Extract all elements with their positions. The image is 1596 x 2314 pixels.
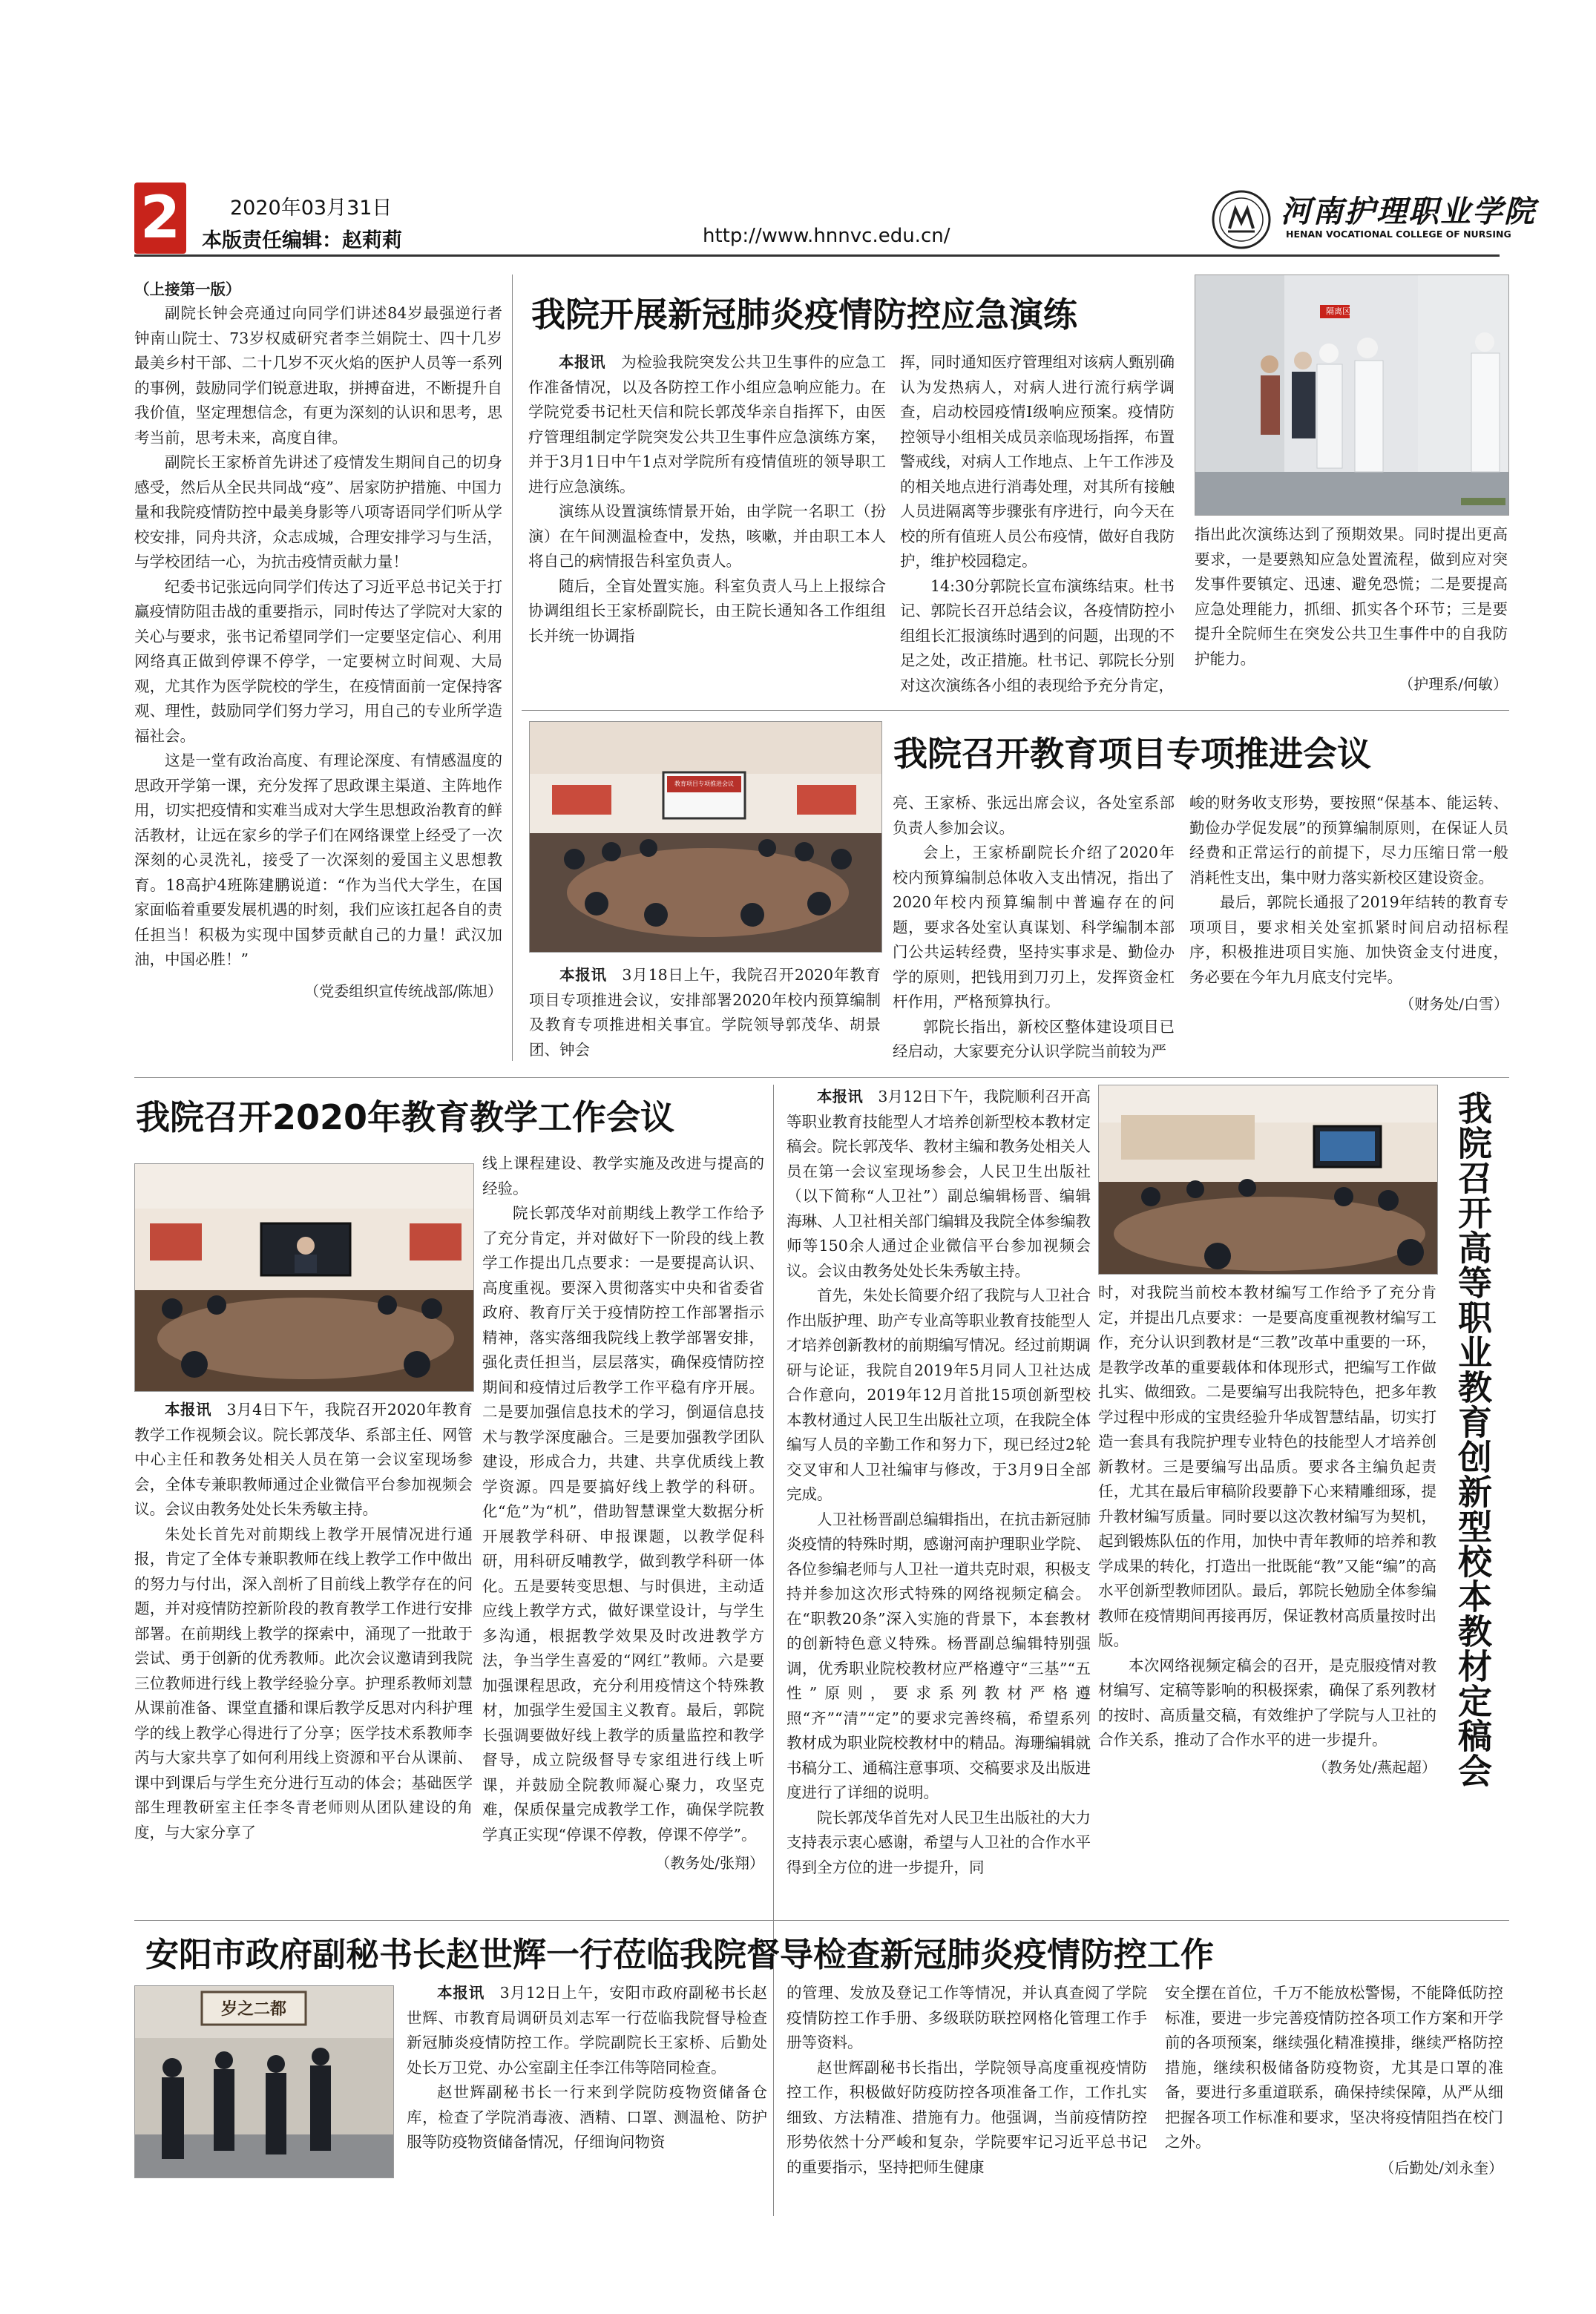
masthead-rule bbox=[134, 254, 1500, 257]
plaque-text: 岁之二都 bbox=[220, 1999, 286, 2019]
article-4-photo bbox=[1098, 1085, 1438, 1275]
lead-tag: 本报讯 bbox=[559, 966, 607, 984]
section-rule bbox=[134, 1920, 1509, 1921]
article-2-photo bbox=[529, 721, 882, 953]
byline: （党委组织宣传统战部/陈旭） bbox=[304, 982, 502, 1000]
website-url[interactable]: http://www.hnnvc.edu.cn/ bbox=[703, 225, 950, 247]
article-2-col1 bbox=[529, 963, 881, 1067]
article-5-col3 bbox=[1165, 1981, 1503, 2207]
byline: （护理系/何敏） bbox=[1399, 675, 1508, 693]
article-1-headline: 我院开展新冠肺炎疫情防控应急演练 bbox=[531, 295, 1077, 335]
column-divider bbox=[773, 1085, 774, 2216]
article-5-photo bbox=[134, 1985, 394, 2178]
paragraph: 挥，同时通知医疗管理组对该病人甄别确认为发热病人，对病人进行流行病学调查，启动校园疫情Ⅰ级响应预案。疫情防控领导小组相关成员亲临现场指挥，布置警戒线，对病人工作地点、上午工作涉及的相关地点进行消毒处理，对其所有接触人员进隔离等步骤张有序进行，向今天在校的所有值班人员公布疫情，做好自我防护，维护校园稳定。 bbox=[900, 353, 1175, 570]
article-1-col3 bbox=[1195, 522, 1508, 700]
paragraph: 首先，朱处长简要介绍了我院与人卫社合作出版护理、助产专业高等职业教育技能型人才培养创新教材的前期编写情况。经过前期调研与论证，我院自2019年5月同人卫社达成合作意向，2019年12月首批15项创新型校本教材通过人民卫生出版社立项，在我院全体编写人员的辛勤工作和努力下，现已经过2轮交叉审和人卫社编审与修改，于3月9日全部完成。 bbox=[786, 1286, 1091, 1503]
paragraph: 本次网络视频定稿会的召开，是克服疫情对教材编写、定稿等影响的积极探索，确保了系列教材的按时、高质量交稿，有效维护了学院与人卫社的合作关系，推动了合作水平的进一步提升。 bbox=[1098, 1656, 1436, 1749]
article-2-col2 bbox=[893, 791, 1175, 1067]
article-5-col2 bbox=[786, 1981, 1147, 2203]
editor-line: 本版责任编辑：赵莉莉 bbox=[202, 229, 402, 252]
page-number: 2 bbox=[139, 185, 181, 252]
paragraph: 本报讯 3月18日上午，我院召开2020年教育项目专项推进会议，安排部署2020年校内预算编制及教育专项推进相关事宜。学院领导郭茂华、胡景团、钟会 bbox=[529, 966, 881, 1059]
meeting-screen-text: 教育项目专项推进会议 bbox=[674, 780, 734, 787]
continued-label: （上接第一版） bbox=[134, 280, 241, 298]
paragraph: 最后，郭院长通报了2019年结转的教育专项项目，要求相关处室抓紧时间启动招标程序，积极推进项目实施、加快资金支付进度，务必要在今年九月底支付完毕。 bbox=[1189, 893, 1508, 986]
lead-tag: 本报讯 bbox=[165, 1401, 212, 1419]
paragraph: 演练从设置演练情景开始，由学院一名职工（扮演）在午间测温检查中，发热，咳嗽，并由职工本人将自己的病情报告科室负责人。 bbox=[528, 502, 886, 570]
school-name-en: HENAN VOCATIONAL COLLEGE OF NURSING bbox=[1286, 229, 1511, 240]
article-2-headline: 我院召开教育项目专项推进会议 bbox=[893, 734, 1371, 774]
section-rule bbox=[134, 1077, 1509, 1078]
paragraph: 院长郭茂华首先对人民卫生出版社的大力支持表示衷心感谢，希望与人卫社的合作水平得到全方位的进一步提升，同 bbox=[786, 1808, 1091, 1876]
article-3-photo bbox=[134, 1163, 474, 1392]
paragraph: 亮、王家桥、张远出席会议，各处室系部负责人参加会议。 bbox=[893, 794, 1175, 837]
paragraph: 本报讯 3月4日下午，我院召开2020年教育教学工作视频会议。院长郭茂华、系部主任、网管中心主任和教务处相关人员在第一会议室现场参会，全体专兼职教师通过企业微信平台参加视频会议。会议由教务处处长朱秀敏主持。 bbox=[134, 1401, 473, 1518]
school-name-cn: 河南护理职业学院 bbox=[1281, 194, 1536, 229]
paragraph: 郭院长指出，新校区整体建设项目已经启动，大家要充分认识学院当前较为严 bbox=[893, 1017, 1175, 1060]
paragraph: 副院长钟会亮通过向同学们讲述84岁最强逆行者钟南山院士、73岁权威研究者李兰娟院士、四十几岁最美乡村干部、二十几岁不灭火焰的医护人员等一系列的事例，鼓励同学们锐意进取，拼搏奋进，不断提升自我价值，坚定理想信念，有更为深刻的认识和思考，思考当前，思考未来，高度自律。 bbox=[134, 304, 502, 447]
paragraph: 本报讯 为检验我院突发公共卫生事件的应急工作准备情况，以及各防控工作小组应急响应能力。在学院党委书记杜天信和院长郭茂华亲自指挥下，由医疗管理组制定学院突发公共卫生事件应急演练方案，并于3月1日中午1点对学院所有疫情值班的领导职工进行应急演练。 bbox=[528, 353, 886, 496]
paragraph: 本报讯 3月12日上午，安阳市政府副秘书长赵世辉、市教育局调研员刘志军一行莅临我院督导检查新冠肺炎疫情防控工作。学院副院长王家桥、后勤处处长万卫党、办公室副主任李江伟等陪同检查。 bbox=[407, 1984, 767, 2077]
article-1-col1 bbox=[528, 350, 886, 699]
byline: （教务处/燕起超） bbox=[1313, 1758, 1436, 1776]
school-seal-logo bbox=[1212, 190, 1271, 249]
article-5-headline: 安阳市政府副秘书长赵世辉一行莅临我院督导检查新冠肺炎疫情防控工作 bbox=[145, 1935, 1215, 1974]
paragraph: 指出此次演练达到了预期效果。同时提出更高要求，一是要熟知应急处置流程，做到应对突发事件要镇定、迅速、避免恐慌；二是要提高应急处理能力，抓细、抓实各个环节；三是要提升全院师生在突发公共卫生事件中的自我防护能力。 bbox=[1195, 525, 1508, 668]
article-4-headline bbox=[1448, 1091, 1500, 1929]
article-4-headline-text: 我院召开高等职业教育创新型校本教材定稿会 bbox=[1453, 1091, 1493, 1788]
paragraph: 人卫社杨晋副总编辑指出，在抗击新冠肺炎疫情的特殊时期，感谢河南护理职业学院、各位参编老师与人卫社一道共克时艰，积极支持并参加这次形式特殊的网络视频定稿会。在“职教20条”深入实施的背景下，本套教材的创新特色意义特殊。杨晋副总编辑特别强调，优秀职业院校教材应严格遵守“三基”“五性”原则，要求系列教材严格遵照“齐”“清”“定”的要求完善终稿，希望系列教材成为职业院校教材中的精品。海珊编辑就书稿分工、通稿注意事项、交稿要求及出版进度进行了详细的说明。 bbox=[786, 1510, 1091, 1801]
paragraph: 赵世辉副秘书长一行来到学院防疫物资储备仓库，检查了学院消毒液、酒精、口罩、测温枪、防护服等防疫物资储备情况，仔细询问物资 bbox=[407, 2083, 767, 2151]
article-3-headline: 我院召开2020年教育教学工作会议 bbox=[136, 1097, 675, 1137]
byline: （财务处/白雪） bbox=[1399, 995, 1508, 1013]
column-divider bbox=[512, 275, 513, 1061]
article-5-col1 bbox=[407, 1981, 767, 2203]
lead-tag: 本报讯 bbox=[559, 353, 606, 371]
issue-date: 2020年03月31日 bbox=[230, 197, 393, 220]
continued-article bbox=[134, 277, 502, 1064]
section-rule bbox=[522, 710, 1509, 711]
paragraph: 副院长王家桥首先讲述了疫情发生期间自己的切身感受，然后从全民共同战“疫”、居家防护措施、中国力量和我院疫情防控中最美身影等八项寄语同学们听从学校安排，同舟共济，众志成城，合理安排学习与生活，与学校团结一心，为抗击疫情贡献力量！ bbox=[134, 453, 502, 571]
paragraph: 时，对我院当前校本教材编写工作给予了充分肯定，并提出几点要求：一是要高度重视教材编写工作，充分认识到教材是“三教”改革中重要的一环，是教学改革的重要载体和体现形式，把编写工作做扎实、做细致。二是要编写出我院特色，把多年教学过程中形成的宝贵经验升华成智慧结晶，切实打造一套具有我院护理专业特色的技能型人才培养创新教材。三是要编写出品质。要求各主编负起责任，尤其在最后审稿阶段要静下心来精雕细琢，提升教材编写质量。同时要以这次教材编写为契机，起到锻炼队伍的作用，加快中青年教师的培养和教学成果的转化，打造出一批既能“教”又能“编”的高水平创新型教师团队。最后，郭院长勉励全体参编教师在疫情期间再接再厉，保证教材高质量按时出版。 bbox=[1098, 1283, 1436, 1649]
paragraph: 本报讯 3月12日下午，我院顺利召开高等职业教育技能型人才培养创新型校本教材定稿会。院长郭茂华、教材主编和教务处相关人员在第一会议室现场参会，人民卫生出版社（以下简称“人卫社”）副总编辑杨晋、编辑海琳、人卫社相关部门编辑及我院全体参编教师等150余人通过企业微信平台参加视频会议。会议由教务处处长朱秀敏主持。 bbox=[786, 1088, 1091, 1280]
quarantine-sign: 隔离区 bbox=[1326, 306, 1350, 316]
paragraph: 纪委书记张远向同学们传达了习近平总书记关于打赢疫情防阻击战的重要指示，同时传达了学院对大家的关心与要求，张书记希望同学们一定要坚定信心、利用网络真正做到停课不停学，一定要树立时间观、大局观，尤其作为医学院校的学生，在疫情面前一定保持客观、理性，鼓励同学们努力学习，用自己的专业所学造福社会。 bbox=[134, 577, 502, 745]
paragraph: 峻的财务收支形势，要按照“保基本、能运转、勤俭办学促发展”的预算编制原则，在保证人员经费和正常运行的前提下，尽力压缩日常一般消耗性支出，集中财力落实新校区建设资金。 bbox=[1189, 794, 1508, 887]
article-1-photo bbox=[1195, 275, 1509, 516]
paragraph: 这是一堂有政治高度、有理论深度、有情感温度的思政开学第一课，充分发挥了思政课主渠道、主阵地作用，切实把疫情和实难当成对大学生思想政治教育的鲜活教材，让远在家乡的学子们在网络课堂上经受了一次深刻的心灵洗礼，接受了一次深刻的爱国主义思想教育。18高护4班陈建鹏说道：“作为当代大学生，在国家面临着重要发展机遇的时刻，我们应该扛起各自的责任担当！积极为实现中国梦贡献自己的力量！武汉加油，中国必胜！” bbox=[134, 752, 502, 968]
paragraph: 14:30分郭院长宣布演练结束。杜书记、郭院长召开总结会议，各疫情防控小组组长汇报演练时遇到的问题，出现的不足之处，改正措施。杜书记、郭院长分别对这次演练各小组的表现给予充分肯定， bbox=[900, 576, 1175, 694]
page-number-badge bbox=[134, 183, 186, 254]
paragraph: 赵世辉副秘书长指出，学院领导高度重视疫情防控工作，积极做好防疫防控各项准备工作，工作扎实细致、方法精准、措施有力。他强调，当前疫情防控形势依然十分严峻和复杂，学院要牢记习近平总书记的重要指示，坚持把师生健康 bbox=[786, 2058, 1147, 2176]
paragraph: 的管理、发放及登记工作等情况，并认真查阅了学院疫情防控工作手册、多级联防联控网格化管理工作手册等资料。 bbox=[786, 1984, 1147, 2051]
masthead bbox=[0, 0, 1596, 256]
article-2-col3 bbox=[1189, 791, 1508, 1067]
paragraph: 安全摆在首位，千万不能放松警惕，不能降低防控标准，要进一步完善疫情防控各项工作方案和开学前的各项预案，继续强化精准摸排，继续严格防控措施，继续积极储备防疫物资，尤其是口罩的准备，要进行多重道联系，确保持续保障，从严从细把握各项工作标准和要求，坚决将疫情阻挡在校门之外。 bbox=[1165, 1984, 1503, 2151]
byline: （后勤处/刘永奎） bbox=[1379, 2158, 1503, 2177]
paragraph: 会上，王家桥副院长介绍了2020年校内预算编制总体收入支出情况，指出了2020年校内预算编制中普遍存在的问题，要求各处室认真谋划、科学编制本部门公共运转经费，坚持实事求是、勤俭办学的原则，把钱用到刀刃上，发挥资金杠杆作用，严格预算执行。 bbox=[893, 844, 1175, 1010]
paragraph: 随后，全盲处置实施。科室负责人马上上报综合协调组组长王家桥副院长，由王院长通知各工作组组长并统一协调指 bbox=[528, 576, 886, 645]
lead-tag: 本报讯 bbox=[817, 1088, 863, 1105]
paragraph: 朱处长首先对前期线上教学开展情况进行通报，肯定了全体专兼职教师在线上教学工作中做出的努力与付出，深入剖析了目前线上教学存在的问题，并对疫情防控新阶段的教育教学工作进行安排部署。在前期线上教学的探索中，涌现了一批敢于尝试、勇于创新的优秀教师。此次会议邀请到我院三位教师进行线上教学经验分享。护理系教师刘慧从课前准备、课堂直播和课后教学反思对内科护理学的线上教学心得进行了分享；医学技术系教师李芮与大家共享了如何利用线上资源和平台从课前、课中到课后与学生充分进行互动的体会；基础医学部生理教研室主任李冬青老师则从团队建设的角度，与大家分享了 bbox=[134, 1525, 473, 1841]
paragraph: 院长郭茂华对前期线上教学工作给予了充分肯定，并对做好下一阶段的线上教学工作提出几点要求：一是要提高认识、高度重视。要深入贯彻落实中央和省委省政府、教育厅关于疫情防控工作部署指示精神，落实落细我院线上教学部署安排，强化责任担当，层层落实，确保疫情防控期间和疫情过后教学工作平稳有序开展。二是要加强信息技术的学习，倒逼信息技术与教学深度融合。三是要加强教学团队建设，形成合力，共建、共享优质线上教学资源。四是要搞好线上教学的科研。化“危”为“机”，借助智慧课堂大数据分析开展教学科研、申报课题，以教学促科研，用科研反哺教学，做到教学科研一体化。五是要转变思想、与时俱进，主动适应线上教学方式，做好课堂设计，与学生多沟通，根据教学效果及时改进教学方法，争当学生喜爱的“网红”教师。六是要加强课程思政，充分利用疫情这个特殊教材，加强学生爱国主义教育。最后，郭院长强调要做好线上教学的质量监控和教学督导，成立院级督导专家组进行线上听课，并鼓励全院教师凝心聚力，攻坚克难，保质保量完成教学工作，确保学院教学真正实现“停课不停教，停课不停学”。 bbox=[482, 1204, 764, 1844]
article-1-col2 bbox=[900, 350, 1175, 699]
lead-tag: 本报讯 bbox=[437, 1984, 485, 2002]
byline: （教务处/张翔） bbox=[655, 1854, 764, 1872]
paragraph: 线上课程建设、教学实施及改进与提高的经验。 bbox=[482, 1154, 764, 1197]
